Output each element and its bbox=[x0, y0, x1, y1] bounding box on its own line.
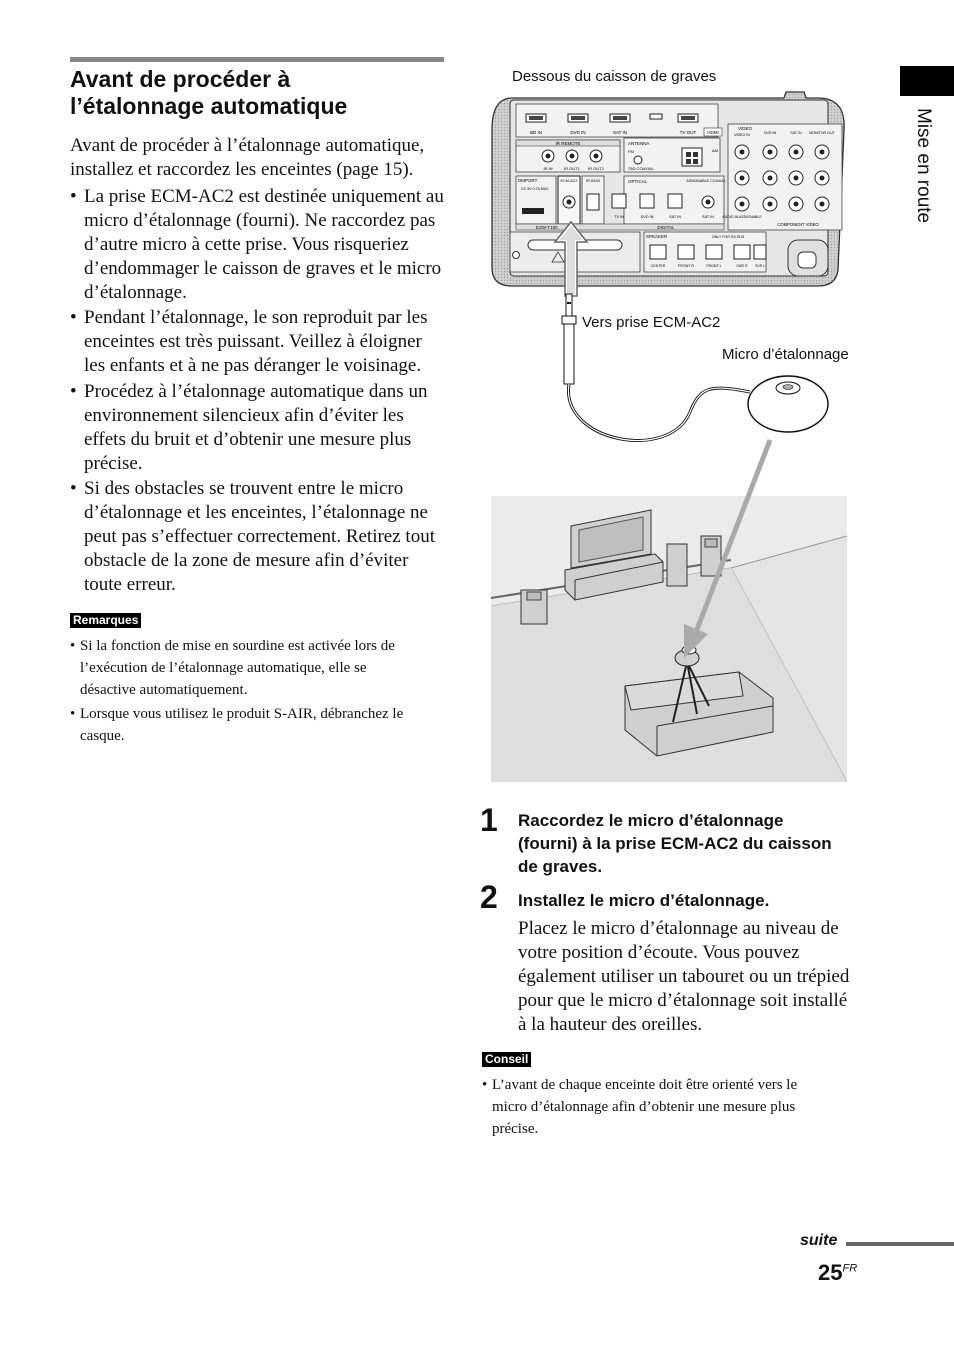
bullet-item bbox=[70, 185, 450, 305]
bullet-item bbox=[70, 380, 450, 476]
bullet-line: environnement silencieux afin d’éviter les bbox=[84, 405, 404, 426]
speaker-label: SPEAKER bbox=[646, 234, 668, 239]
irb-label: IR-B100 bbox=[586, 179, 600, 183]
bullet-line: micro d’étalonnage (fourni). Ne raccordez pas bbox=[84, 210, 436, 231]
bullet-dot: • bbox=[482, 1077, 488, 1093]
tip-line: L’avant de chaque enceinte doit être orienté vers le bbox=[492, 1077, 798, 1093]
step-title bbox=[518, 809, 832, 878]
assignable-label: ASSIGNABLE COAXIAL bbox=[686, 179, 726, 183]
bullet-line: Procédez à l’étalonnage automatique dans un bbox=[84, 381, 428, 402]
step-title-line: Raccordez le micro d’étalonnage bbox=[518, 811, 784, 830]
page-language: FR bbox=[842, 1262, 858, 1275]
step-title-line: (fourni) à la prise ECM-AC2 du caisson bbox=[518, 834, 832, 853]
ecm-label: ECM-AC2 bbox=[560, 179, 578, 183]
step-number: 2 bbox=[480, 879, 498, 915]
bullet-line: d’endommager le caisson de graves et le micro bbox=[84, 258, 442, 279]
optical-port-label: SAT IN bbox=[702, 215, 714, 219]
bullet-dot: • bbox=[70, 478, 77, 499]
figure-label-mic: Micro d’étalonnage bbox=[722, 346, 849, 363]
bullet-dot: • bbox=[70, 186, 77, 207]
optical-port-label: TV IN bbox=[614, 215, 624, 219]
speaker-port-label: SUR R bbox=[736, 264, 748, 268]
bullet-item bbox=[70, 306, 450, 378]
step-body bbox=[518, 917, 849, 1037]
continued-label: suite bbox=[800, 1232, 838, 1249]
hdmi-label: SAT IN bbox=[612, 130, 628, 135]
figure-label-jack: Vers prise ECM-AC2 bbox=[582, 314, 721, 331]
dmport-label: DMPORT bbox=[518, 178, 538, 183]
bullet-item bbox=[70, 477, 450, 597]
column-label: MONITOR OUT bbox=[809, 131, 835, 135]
bullet-line: obstacle de la zone de mesure afin d’éviter bbox=[84, 550, 409, 571]
hdmi-label: DVD IN bbox=[570, 130, 586, 135]
antenna-label: ANTENNA bbox=[628, 141, 650, 146]
remark-line: désactive automatiquement. bbox=[80, 682, 248, 698]
step-title-line: Installez le micro d’étalonnage. bbox=[518, 891, 770, 910]
page-number bbox=[818, 1260, 857, 1286]
section-rule bbox=[70, 57, 444, 62]
optical-label: OPTICAL bbox=[628, 179, 648, 184]
continued-rule bbox=[846, 1242, 954, 1246]
bullet-line: d’étalonnage. bbox=[84, 282, 187, 303]
remark-line: casque. bbox=[80, 728, 125, 744]
ir-remote-label: IR REMOTE bbox=[555, 141, 581, 146]
speaker-port-label: SUR L bbox=[755, 264, 765, 268]
bullet-line: peut pas s’effectuer correctement. Retirez tout bbox=[84, 526, 435, 547]
step-body-line: Placez le micro d’étalonnage au niveau de bbox=[518, 918, 839, 939]
tip-item bbox=[482, 1074, 862, 1140]
remark-item bbox=[70, 703, 450, 747]
listening-room-illustration bbox=[491, 496, 847, 782]
speaker-note: ONLY FOR SS-IS15 bbox=[711, 235, 745, 239]
tip-label: Conseil bbox=[482, 1052, 531, 1067]
remark-item bbox=[70, 635, 450, 701]
ir-jacks bbox=[542, 150, 602, 162]
remarks-label: Remarques bbox=[70, 613, 141, 628]
tip-line: précise. bbox=[492, 1121, 539, 1137]
figure-label-subwoofer: Dessous du caisson de graves bbox=[512, 68, 717, 85]
section-title-line: Avant de procéder à bbox=[70, 66, 291, 92]
step-title-line: de graves. bbox=[518, 857, 603, 876]
bullet-dot: • bbox=[70, 638, 76, 654]
digital-label: DIGITAL bbox=[657, 225, 675, 230]
step-title bbox=[518, 889, 769, 912]
speaker-port-label: FRONT R bbox=[678, 264, 694, 268]
column-label: SAT IN bbox=[790, 131, 802, 135]
video-label: VIDEO bbox=[738, 126, 753, 131]
hdmi-tag: HDMI bbox=[707, 130, 719, 135]
speaker-port-label: CENTER bbox=[650, 264, 666, 268]
ir-port-label: IR OUT1 bbox=[564, 166, 580, 171]
bullet-line: d’étalonnage et les enceintes, l’étalonnage ne bbox=[84, 502, 428, 523]
remark-line: l’exécution de l’étalonnage automatique, elle se bbox=[80, 660, 367, 676]
page-number-value: 25 bbox=[818, 1260, 843, 1285]
am-label: AM bbox=[712, 148, 718, 153]
audio-in-label: AUDIO IN ASSIGNABLE bbox=[722, 215, 762, 219]
bullet-line: Pendant l’étalonnage, le son reproduit par les bbox=[84, 307, 428, 328]
insert-arrow bbox=[553, 218, 589, 298]
remark-line: Lorsque vous utilisez le produit S-AIR, débranchez le bbox=[80, 706, 404, 722]
bullet-line: La prise ECM-AC2 est destinée uniquement au bbox=[84, 186, 444, 207]
side-tab-label: Mise en route bbox=[913, 108, 934, 224]
bullet-line: enceintes est très puissant. Veillez à éloigner bbox=[84, 331, 422, 352]
ir-port-label: IR OUT2 bbox=[588, 166, 604, 171]
bullet-line: Si des obstacles se trouvent entre le micro bbox=[84, 478, 404, 499]
bullet-line: toute erreur. bbox=[84, 574, 176, 595]
intro-line: installez et raccordez les enceintes (page 15). bbox=[70, 159, 414, 180]
section-title bbox=[70, 66, 450, 120]
column-label: DVD IN bbox=[763, 131, 777, 135]
remark-line: Si la fonction de mise en sourdine est activée lors de bbox=[80, 638, 395, 654]
intro-line: Avant de procéder à l’étalonnage automatique, bbox=[70, 135, 425, 156]
side-tab-marker bbox=[900, 66, 954, 96]
bullet-dot: • bbox=[70, 307, 77, 328]
hdmi-label: TV OUT bbox=[679, 130, 697, 135]
ezw-label: EZW-T100 bbox=[536, 225, 558, 230]
section-title-line: l’étalonnage automatique bbox=[70, 93, 348, 119]
bullet-dot: • bbox=[70, 381, 77, 402]
step-body-line: votre position d’écoute. Vous pouvez bbox=[518, 942, 800, 963]
subwoofer-rear-panel bbox=[488, 90, 858, 300]
bullet-line: d’autre micro à cette prise. Vous risqueriez bbox=[84, 234, 409, 255]
fm-label: FM bbox=[628, 149, 634, 154]
bullet-line: précise. bbox=[84, 453, 143, 474]
side-tab bbox=[904, 108, 938, 268]
video-in-label: VIDEO IN bbox=[734, 133, 750, 137]
intro-paragraph bbox=[70, 134, 448, 182]
tip-line: micro d’étalonnage afin d’obtenir une mesure plus bbox=[492, 1099, 796, 1115]
speaker-port-label: FRONT L bbox=[706, 264, 722, 268]
step-body-line: également utiliser un tabouret ou un trépied bbox=[518, 966, 850, 987]
coaxial-label: 75Ω COAXIAL bbox=[628, 166, 654, 171]
dc-label: DC 5V 0.7A MAX bbox=[521, 187, 549, 191]
step-body-line: pour que le micro d’étalonnage soit installé bbox=[518, 990, 848, 1011]
hdmi-label: BD IN bbox=[529, 130, 543, 135]
ir-port-label: IR IN bbox=[543, 166, 553, 171]
step-number: 1 bbox=[480, 802, 498, 838]
optical-port-label: DVD IN bbox=[640, 215, 654, 219]
mic-placement-arrow bbox=[670, 436, 780, 666]
bullet-line: effets du bruit et d’obtenir une mesure plus bbox=[84, 429, 412, 450]
bullet-dot: • bbox=[70, 706, 76, 722]
step-body-line: à la hauteur des oreilles. bbox=[518, 1014, 703, 1035]
bullet-line: les enfants et à ne pas déranger le voisinage. bbox=[84, 355, 422, 376]
optical-port-label: SAT IN bbox=[669, 215, 681, 219]
component-video-label: COMPONENT VIDEO bbox=[777, 222, 819, 227]
